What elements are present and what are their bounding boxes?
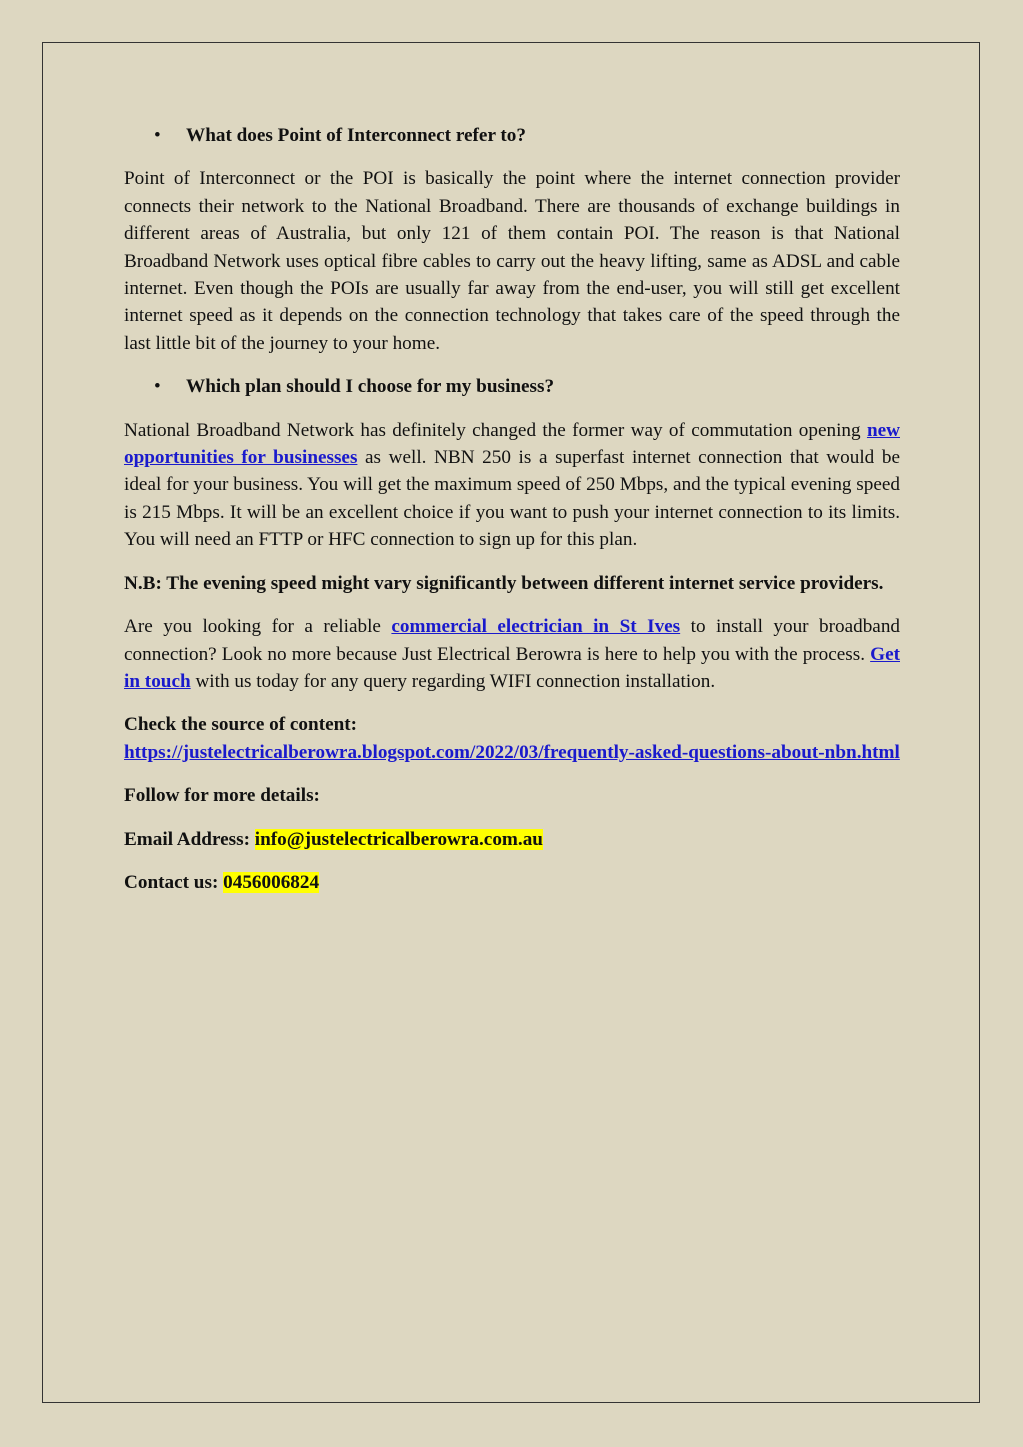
bullet-icon: • (154, 125, 161, 146)
email-line (124, 826, 900, 853)
faq-question-plan (124, 373, 900, 400)
bullet-icon: • (154, 376, 161, 398)
answer-text: as well. NBN 250 is a superfast internet connection that would be ideal for your business. You will get the maximum speed of 250 Mbps, and the typical evening speed is 215 Mbps. It will be an excellent choice if you want to push your internet connection to its limits. You will need an FTTP or HFC connection to sign up for this plan. (124, 447, 900, 551)
cta-text: with us today for any query regarding WIFI connection installation. (190, 670, 716, 692)
contact-label: Contact us: (124, 871, 224, 893)
cta-text: to install your broadband connection? Look no more because Just Electrical Berowra is here to help you with the process. (124, 616, 901, 665)
call-to-action (124, 613, 900, 695)
contact-phone[interactable]: 0456006824 (223, 871, 320, 893)
contact-line (124, 869, 900, 896)
faq-answer-poi: Point of Interconnect or the POI is basically the point where the internet connection provider connects their network to the National Broadband. There are thousands of exchange buildings in different areas of Australia, but only 121 of them contain POI. The reason is that National Broadband Network uses optical fibre cables to carry out the heavy lifting, same as ADSL and cable internet. Even though the POIs are usually far away from the end-user, you will still get excellent internet speed as it depends on the connection technology that takes care of the speed through the last little bit of the journey to your home. (124, 168, 900, 354)
answer-text: National Broadband Network has definitely changed the former way of commutation opening (124, 419, 867, 441)
faq-question-poi (124, 122, 900, 149)
document-content (124, 122, 900, 912)
commercial-electrician-link[interactable]: commercial electrician in St Ives (391, 616, 681, 638)
faq-answer-plan (124, 417, 900, 554)
email-label: Email Address: (124, 828, 255, 850)
faq-question-text: Which plan should I choose for my business? (186, 376, 555, 398)
source-url-link[interactable]: https://justelectricalberowra.blogspot.com/2022/03/frequently-asked-questions-about-nbn.html (124, 741, 900, 763)
get-in-touch-link[interactable]: Get in touch (124, 643, 900, 692)
cta-text: Are you looking for a reliable (124, 616, 392, 638)
new-opportunities-link[interactable]: new opportunities for businesses (124, 419, 900, 469)
faq-question-text: What does Point of Interconnect refer to? (186, 125, 526, 146)
source-label: Check the source of content: (124, 714, 358, 736)
follow-heading: Follow for more details: (124, 785, 320, 807)
evening-speed-note: N.B: The evening speed might vary significantly between different internet service providers. (124, 572, 884, 594)
source-block (124, 711, 900, 766)
email-address[interactable]: info@justelectricalberowra.com.au (254, 828, 543, 850)
